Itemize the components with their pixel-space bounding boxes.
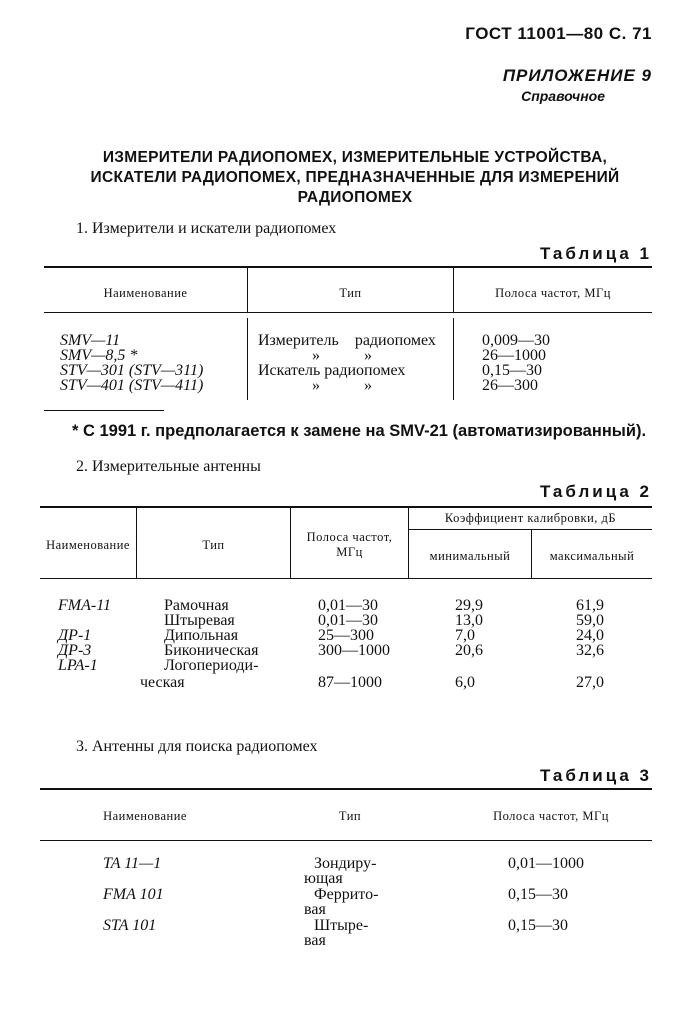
title-line-1: ИЗМЕРИТЕЛИ РАДИОПОМЕХ, ИЗМЕРИТЕЛЬНЫЕ УСТРОЙСТВА, (102, 149, 608, 166)
table-2-max: 32,6 (576, 642, 604, 659)
appendix-label: ПРИЛОЖЕНИЕ 9 (502, 66, 652, 85)
table-3-type: вая (304, 932, 326, 949)
table-2-min: 13,0 (455, 612, 483, 629)
table-3-type: Штыре- (314, 917, 369, 934)
table-1-header-type: Тип (339, 286, 362, 300)
table-3-name: STA 101 (103, 917, 157, 934)
table-1-type: » » (312, 347, 372, 364)
table-2-band: 0,01—30 (318, 597, 378, 614)
table-2-header-name: Наименование (46, 538, 130, 552)
table-2-min: 6,0 (455, 674, 475, 691)
table-1-header-band: Полоса частот, МГц (495, 286, 611, 300)
table-1-name: SMV—11 (60, 332, 121, 349)
table-2-type: ческая (140, 674, 185, 691)
table-2-type: Логопериоди- (164, 657, 259, 674)
table-2-max: 61,9 (576, 597, 604, 614)
table-2-header-min: минимальный (429, 549, 511, 563)
table-3-name: FMA 101 (103, 886, 164, 903)
section-1-heading: 1. Измерители и искатели радиопомех (76, 220, 337, 237)
table-2-band: 87—1000 (318, 674, 382, 691)
table-3-type: Феррито- (314, 886, 379, 903)
table-3-header-name: Наименование (103, 809, 187, 823)
section-3-heading: 3. Антенны для поиска радиопомех (76, 738, 318, 755)
table-3-band: 0,15—30 (508, 886, 568, 903)
table-2-name: FMA-11 (58, 597, 112, 614)
table-3-band: 0,01—1000 (508, 855, 584, 872)
table-2-band: 25—300 (318, 627, 374, 644)
table-3-header-type: Тип (338, 809, 362, 823)
table-1-type: Искатель радиопомех (258, 362, 406, 379)
table-2-header-coef: Коэффициент калибровки, дБ (444, 511, 617, 525)
table-2-max: 59,0 (576, 612, 604, 629)
table-2-name: LPA-1 (58, 657, 98, 674)
table-3-type: вая (304, 901, 326, 918)
table-1-footnote: * С 1991 г. предполагается к замене на SMV-21 (автоматизированный). (72, 422, 647, 440)
table-2-band: 300—1000 (318, 642, 390, 659)
table-1-type: Измеритель радиопомех (258, 332, 436, 349)
table-1-header-name: Наименование (103, 286, 188, 300)
title-line-3: РАДИОПОМЕХ (297, 189, 413, 206)
table-2-header-band: Полоса частот, МГц (306, 530, 393, 559)
table-1-type: » » (312, 377, 372, 394)
table-2-name: ДР-3 (58, 642, 92, 659)
table-2-band: 0,01—30 (318, 612, 378, 629)
table-3-type: ющая (304, 870, 343, 887)
title-line-2: ИСКАТЕЛИ РАДИОПОМЕХ, ПРЕДНАЗНАЧЕННЫЕ ДЛЯ ИЗМЕРЕНИЙ (90, 169, 620, 186)
table-3-band: 0,15—30 (508, 917, 568, 934)
table-1-caption: Таблица 1 (539, 244, 652, 263)
table-1-band: 26—300 (482, 377, 538, 394)
table-3-caption: Таблица 3 (539, 766, 652, 785)
appendix-type: Справочное (521, 88, 605, 104)
document-title (40, 148, 670, 208)
table-2-caption: Таблица 2 (539, 482, 652, 501)
table-2-header-max: максимальный (549, 549, 635, 563)
table-2-type: Дипольная (164, 627, 239, 644)
table-3-type: Зондиру- (314, 855, 377, 872)
page-header-standard: ГОСТ 11001—80 С. 71 (465, 24, 652, 43)
table-1-band: 0,009—30 (482, 332, 550, 349)
table-2-min: 20,6 (455, 642, 483, 659)
table-1-band: 0,15—30 (482, 362, 542, 379)
table-3-header-band: Полоса частот, МГц (493, 809, 609, 823)
table-1-name: STV—401 (STV—411) (60, 377, 204, 394)
table-2-max: 24,0 (576, 627, 604, 644)
table-2-header-type: Тип (202, 538, 225, 552)
table-1-name: SMV—8,5 * (60, 347, 138, 364)
table-2-min: 29,9 (455, 597, 483, 614)
table-2-name: ДР-1 (58, 627, 92, 644)
table-2-type: Штыревая (164, 612, 235, 629)
table-2-min: 7,0 (455, 627, 475, 644)
section-2-heading: 2. Измерительные антенны (76, 458, 261, 475)
table-3-name: TA 11—1 (103, 855, 162, 872)
table-2-type: Рамочная (164, 597, 229, 614)
table-1-name: STV—301 (STV—311) (60, 362, 204, 379)
table-2-max: 27,0 (576, 674, 604, 691)
table-1-band: 26—1000 (482, 347, 546, 364)
table-2-type: Биконическая (164, 642, 259, 659)
